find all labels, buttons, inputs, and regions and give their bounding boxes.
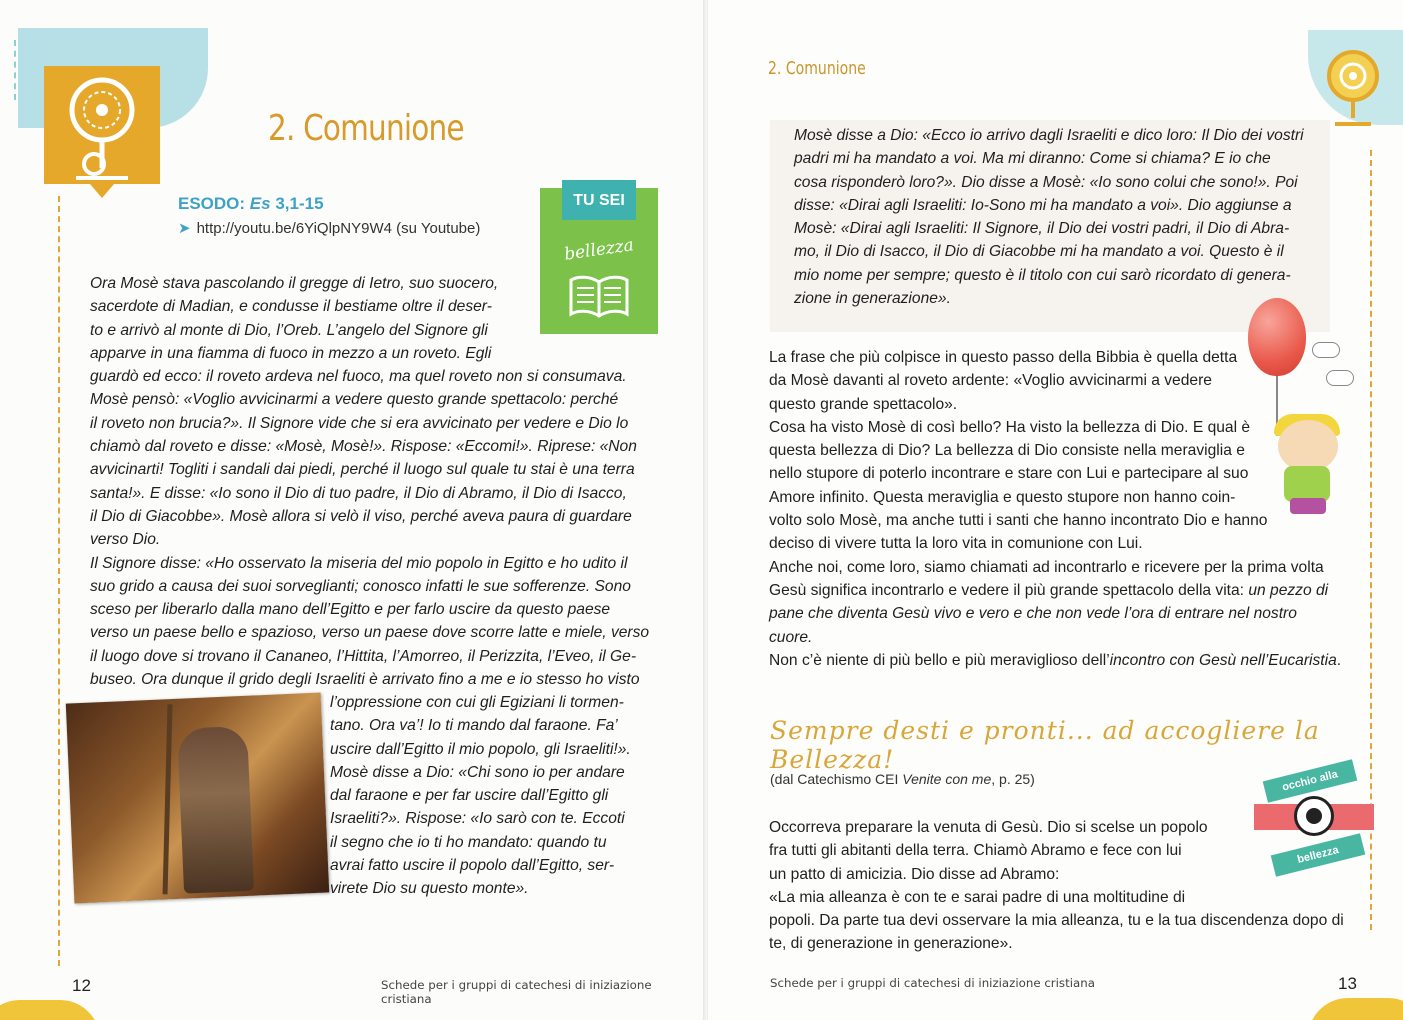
- page-number: 13: [1338, 974, 1357, 993]
- footer-text: Schede per i gruppi di catechesi di iniziazione cristiana: [770, 976, 1095, 990]
- text-line: popoli. Da parte tua devi osservare la mia alleanza, tu e la tua discendenza dopo di: [769, 912, 1344, 930]
- text-line: nello stupore di poterlo incontrare e stare con Lui e partecipare al suo: [769, 465, 1249, 483]
- dashed-border: [58, 196, 60, 966]
- text-line: Mosè pensò: «Voglio avvicinarmi a vedere questo grande spettacolo: perché: [90, 391, 619, 409]
- text-line: dal faraone e per far uscire dall’Egitto gli: [330, 787, 609, 805]
- text-line: il Dio di Giacobbe». Mosè allora si velò il viso, perché aveva paura di guardare: [90, 507, 632, 525]
- text-line: pane che diventa Gesù vivo e vero e che non vede l’ora di entrare nel nostro: [769, 605, 1297, 623]
- dashed-border: [14, 40, 16, 100]
- text-line: Gesù significa incontrarlo e vedere il più grande spettacolo della vita: un pezzo di: [769, 581, 1329, 599]
- decorative-shape: [1308, 998, 1403, 1020]
- target-icon: [44, 66, 160, 184]
- text-line: fra tutti gli abitanti della terra. Chiamò Abramo e fece con lui: [769, 842, 1182, 860]
- text-line: tano. Ora va’! Io ti mando dal faraone. Fa’: [330, 717, 618, 735]
- text-line: suo grido a causa dei suoi sorveglianti; conosco infatti le sue sofferenze. Sono: [90, 577, 631, 595]
- badge-top-label: TU SEI: [573, 192, 625, 209]
- text-line: da Mosè davanti al roveto ardente: «Voglio avvicinarmi a vedere: [769, 372, 1212, 390]
- footer-text: Schede per i gruppi di catechesi di iniziazione cristiana: [381, 978, 652, 1006]
- page-number: 12: [72, 976, 91, 995]
- text-line: to e arrivò al monte di Dio, l’Oreb. L’angelo del Signore gli: [90, 321, 488, 339]
- moses-illustration: [66, 693, 329, 904]
- catechism-text: [769, 816, 1369, 956]
- text-line: questo grande spettacolo».: [769, 395, 958, 413]
- text-line: sacerdote di Madian, e condusse il bestiame oltre il deser-: [90, 298, 492, 316]
- page-title: 2. Comunione: [268, 108, 464, 149]
- arrow-icon: ➤: [178, 220, 191, 237]
- text-line: padri mi ha mandato a voi. Ma mi diranno: Come si chiama? E io che: [794, 150, 1271, 168]
- text-line: deciso di vivere tutta la loro vita in comunione con Lui.: [769, 535, 1143, 553]
- scripture-quote: [794, 124, 1314, 310]
- text-line: un patto di amicizia. Dio disse ad Abramo:: [769, 865, 1060, 883]
- balloon-icon: [1248, 298, 1306, 376]
- section-title: Sempre desti e pronti... ad accogliere la Bellezza!: [770, 716, 1320, 774]
- text-line: questa bellezza di Dio? La bellezza di Dio consiste nella meraviglia e: [769, 442, 1245, 460]
- text-line: «La mia alleanza è con te e sarai padre di una moltitudine di: [769, 888, 1186, 906]
- text-line: zione in generazione».: [794, 290, 951, 308]
- text-line: Mosè disse a Dio: «Chi sono io per andare: [330, 763, 625, 781]
- text-line: avrai fatto uscire il popolo dall’Egitto, ser-: [330, 857, 615, 875]
- decorative-shape: [0, 1000, 100, 1020]
- text-line: il segno che io ti ho mandato: quando tu: [330, 833, 607, 851]
- text-line: cosa risponderò loro?». Dio disse a Mosè: «Io sono colui che sono!». Poi: [794, 173, 1298, 191]
- text-line: Amore infinito. Questa meraviglia e questo stupore non hanno coin-: [769, 488, 1236, 506]
- video-link[interactable]: ➤ http://youtu.be/6YiQlpNY9W4 (su Youtube): [178, 220, 481, 237]
- text-line: Mosè disse a Dio: «Ecco io arrivo dagli Israeliti e dico loro: Il Dio dei vostri: [794, 127, 1304, 144]
- text-line: santa!». E disse: «Io sono il Dio di tuo padre, il Dio di Abramo, il Dio di Isacco,: [90, 484, 627, 502]
- scripture-passage-continued: [330, 691, 660, 901]
- text-line: mo, il Dio di Isacco, il Dio di Giacobbe mi ha mandato a voi. Questo è il: [794, 243, 1284, 261]
- text-line: chiamò dal roveto e disse: «Mosè, Mosè!». Rispose: «Eccomi!». Riprese: «Non: [90, 438, 637, 456]
- text-line: Il Signore disse: «Ho osservato la miseria del mio popolo in Egitto e ho udito il: [90, 554, 628, 572]
- text-line: il luogo dove si trovano il Cananeo, l’Hittita, l’Amorreo, il Perizzita, l’Eveo, il Ge-: [90, 647, 637, 665]
- text-line: sceso per liberarlo dalla mano dell’Egitto e per farlo uscire da questo paese: [90, 601, 611, 619]
- text-line: te, di generazione in generazione».: [769, 935, 1013, 953]
- text-line: verso un paese bello e spazioso, verso un paese dove scorre latte e miele, verso: [90, 624, 650, 642]
- text-line: guardò ed ecco: il roveto ardeva nel fuoco, ma quel roveto non si consumava.: [90, 368, 627, 386]
- scripture-passage: [90, 272, 650, 691]
- text-line: mio nome per sempre; questo è il titolo con cui sarò ricordato di genera-: [794, 266, 1291, 284]
- text-line: disse: «Dirai agli Israeliti: Io-Sono mi ha mandato a voi». Dio aggiunse a: [794, 196, 1292, 214]
- text-line: il roveto non brucia?». Il Signore vide che si era avvicinato per vedere e Dio lo: [90, 414, 629, 432]
- right-page: [708, 0, 1403, 1020]
- target-icon: [1321, 46, 1385, 130]
- text-line: avvicinarti! Togliti i sandali dai piedi, perché il luogo sul quale tu stai è una terra: [90, 461, 635, 479]
- text-line: uscire dall’Egitto il mio popolo, gli Israeliti!».: [330, 740, 631, 758]
- catechism-source: (dal Catechismo CEI Venite con me, p. 25): [770, 771, 1035, 787]
- text-line: Non c’è niente di più bello e più meraviglioso dell’incontro con Gesù nell’Eucaristia.: [769, 651, 1342, 669]
- occhio-alla-bellezza-badge: occhio alla bellezza: [1254, 760, 1374, 872]
- text-line: volto solo Mosè, ma anche tutti i santi che hanno incontrato Dio e hanno: [769, 512, 1268, 530]
- badge-bottom-label: bellezza: [562, 235, 636, 265]
- reflection-text: [769, 346, 1369, 672]
- running-title: 2. Comunione: [768, 58, 866, 79]
- text-line: Israeliti?». Rispose: «Io sarò con te. Eccoti: [330, 810, 625, 828]
- text-line: cuore.: [769, 628, 813, 646]
- text-line: La frase che più colpisce in questo passo della Bibbia è quella detta: [769, 349, 1238, 366]
- text-line: apparve in una fiamma di fuoco in mezzo a un roveto. Egli: [90, 344, 492, 362]
- text-line: l’oppressione con cui gli Egiziani li tormen-: [330, 694, 624, 711]
- bible-reference: ESODO: Es 3,1-15: [178, 194, 324, 213]
- text-line: verso Dio.: [90, 531, 161, 549]
- text-line: Cosa ha visto Mosè di così bello? Ha visto la bellezza di Dio. E qual è: [769, 418, 1251, 436]
- text-line: Mosè: «Dirai agli Israeliti: Il Signore, il Dio dei vostri padri, il Dio di Abra-: [794, 220, 1290, 238]
- text-line: buseo. Ora dunque il grido degli Israeliti è arrivato fino a me e io stesso ho visto: [90, 671, 640, 689]
- text-line: Occorreva preparare la venuta di Gesù. Dio si scelse un popolo: [769, 819, 1208, 836]
- text-line: virete Dio su questo monte».: [330, 880, 529, 898]
- text-line: Ora Mosè stava pascolando il gregge di Ietro, suo suocero,: [90, 275, 499, 292]
- text-line: Anche noi, come loro, siamo chiamati ad incontrarlo e ricevere per la prima volta: [769, 558, 1324, 576]
